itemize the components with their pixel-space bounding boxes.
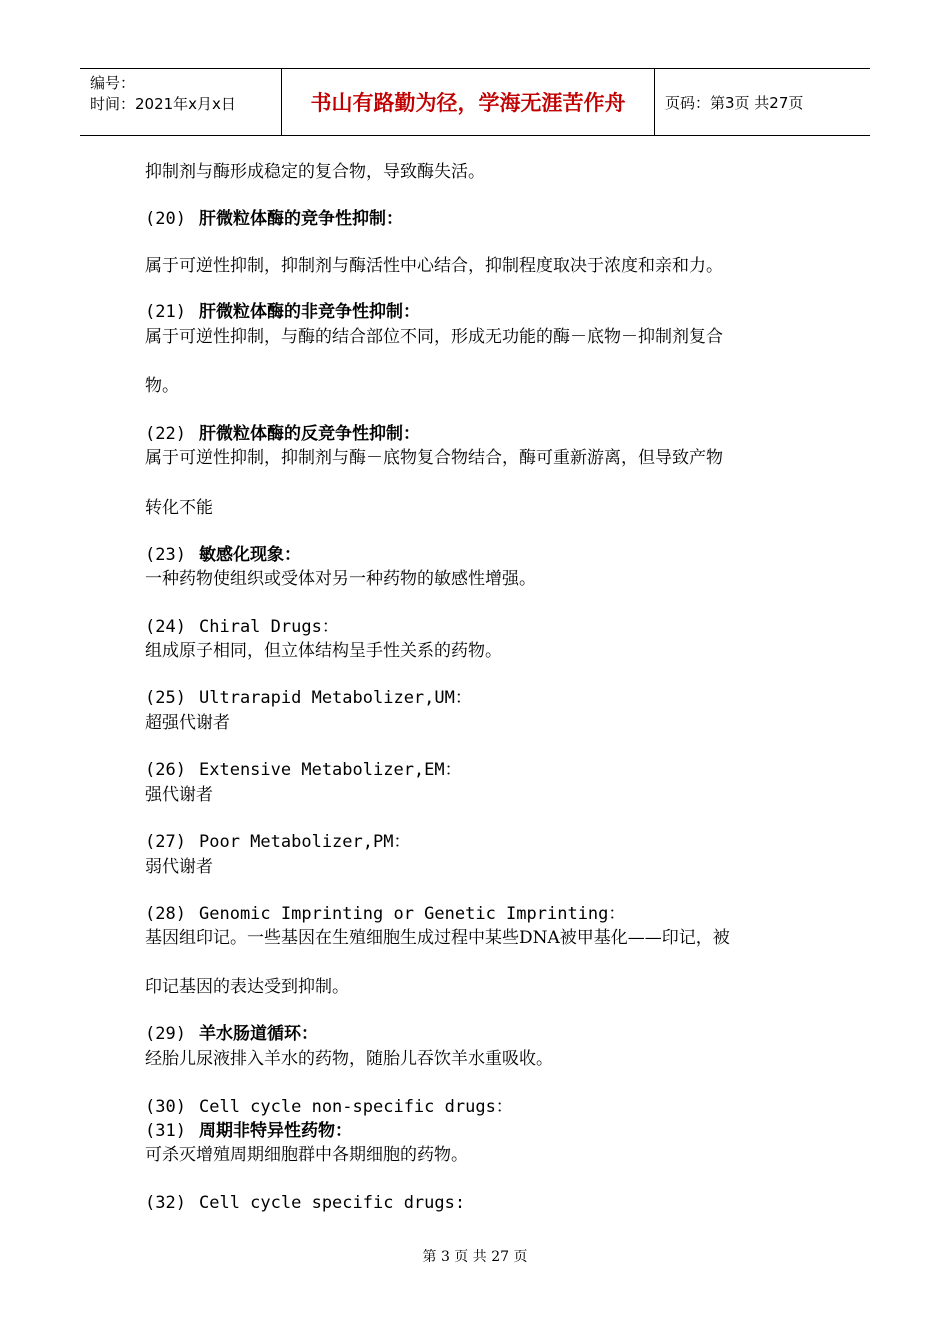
term-heading [145,1022,318,1046]
paragraph: 抑制剂与酶形成稳定的复合物，导致酶失活。 [145,162,485,182]
page-header [80,68,870,136]
term-title: 敏感化现象： [199,545,301,565]
term-heading [145,207,403,231]
paragraph: 可杀灭增殖周期细胞群中各期细胞的药物。 [145,1145,468,1165]
term-heading [145,830,410,854]
header-time: 时间：2021年x月x日 [90,95,236,113]
term-number: (30) [145,1097,186,1117]
term-title: 肝微粒体酶的反竞争性抑制： [199,424,420,444]
term-title: 周期非特异性药物： [199,1121,352,1141]
paragraph: 属于可逆性抑制，抑制剂与酶－底物复合物结合，酶可重新游离，但导致产物 [145,448,723,468]
header-page-info: 页码：第3页 共27页 [665,93,804,112]
paragraph: 转化不能 [145,498,213,518]
paragraph: 一种药物使组织或受体对另一种药物的敏感性增强。 [145,569,536,589]
term-number: (23) [145,545,186,565]
paragraph: 属于可逆性抑制，抑制剂与酶活性中心结合，抑制程度取决于浓度和亲和力。 [145,256,723,276]
term-heading [145,422,420,446]
paragraph: 强代谢者 [145,785,213,805]
term-number: (25) [145,688,186,708]
paragraph: 物。 [145,376,179,396]
term-title: Cell cycle non-specific drugs： [199,1097,513,1117]
term-title: Cell cycle specific drugs: [199,1193,466,1213]
term-number: (22) [145,424,186,444]
term-title: 肝微粒体酶的竞争性抑制： [199,209,403,229]
paragraph: 印记基因的表达受到抑制。 [145,977,349,997]
term-heading [145,1095,513,1119]
term-heading [145,1191,465,1215]
term-heading [145,300,420,324]
term-number: (24) [145,617,186,637]
header-meta [80,69,282,135]
term-title: Ultrarapid Metabolizer,UM： [199,688,472,708]
header-number: 编号： [90,74,136,92]
page-footer: 第 3 页 共 27 页 [422,1249,528,1265]
term-heading [145,1119,352,1143]
term-title: 肝微粒体酶的非竞争性抑制： [199,302,420,322]
term-heading [145,543,301,567]
term-heading [145,758,462,782]
term-number: (26) [145,760,186,780]
term-number: (31) [145,1121,186,1141]
term-heading [145,615,339,639]
term-title: Chiral Drugs： [199,617,339,637]
term-number: (28) [145,904,186,924]
term-title: Extensive Metabolizer,EM： [199,760,462,780]
term-title: Poor Metabolizer,PM： [199,832,411,852]
paragraph: 超强代谢者 [145,713,230,733]
term-number: (29) [145,1024,186,1044]
term-number: (32) [145,1193,186,1213]
paragraph: 基因组印记。一些基因在生殖细胞生成过程中某些DNA被甲基化——印记，被 [145,928,730,948]
paragraph: 经胎儿尿液排入羊水的药物，随胎儿吞饮羊水重吸收。 [145,1049,553,1069]
paragraph: 弱代谢者 [145,857,213,877]
paragraph: 属于可逆性抑制，与酶的结合部位不同，形成无功能的酶－底物－抑制剂复合 [145,327,723,347]
paragraph: 组成原子相同，但立体结构呈手性关系的药物。 [145,641,502,661]
term-number: (20) [145,209,186,229]
term-title: 羊水肠道循环： [199,1024,318,1044]
term-number: (27) [145,832,186,852]
term-title: Genomic Imprinting or Genetic Imprinting： [199,904,626,924]
term-heading [145,902,625,926]
term-number: (21) [145,302,186,322]
term-heading [145,686,472,710]
header-motto: 书山有路勤为径，学海无涯苦作舟 [282,69,655,135]
